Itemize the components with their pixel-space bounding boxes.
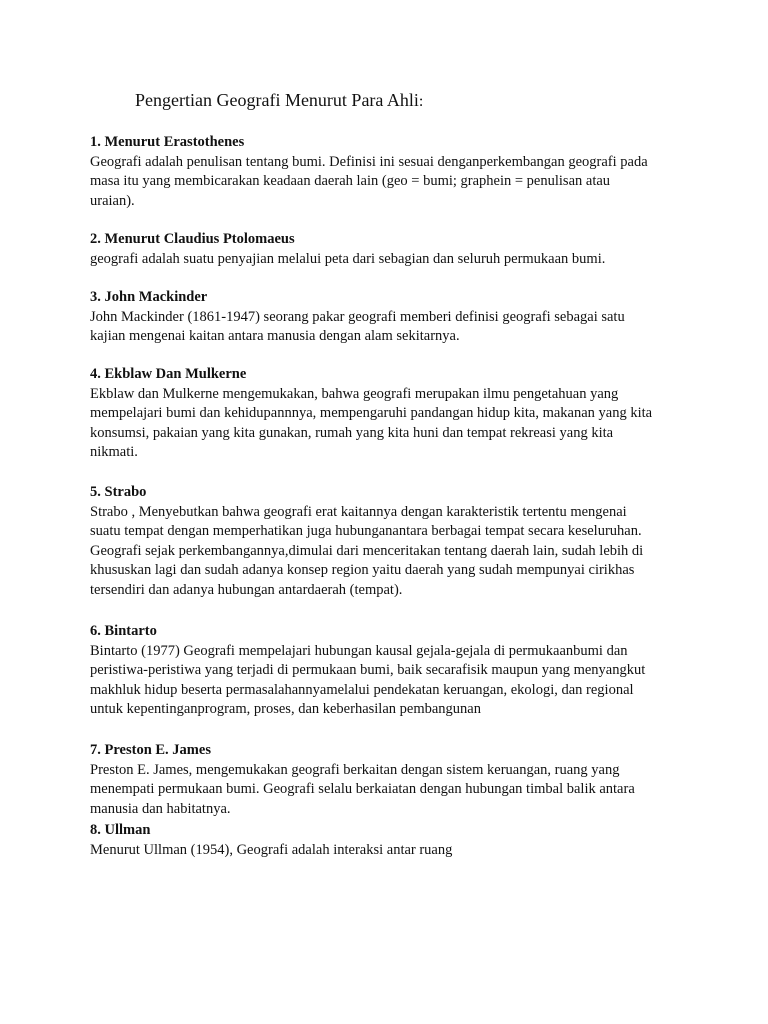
paragraph-line: manusia dan habitatnya. [90,800,231,817]
section-paragraph [90,153,690,212]
paragraph-line: Geografi adalah penulisan tentang bumi. Definisi ini sesuai denganperkembangan geografi pada [90,153,648,170]
section-paragraph [90,308,690,347]
paragraph-line: Geografi sejak perkembangannya,dimulai dari menceritakan tentang daerah lain, sudah lebih di [90,542,644,559]
paragraph-line: khususkan lagi dan sudah adanya konsep region yaitu daerah yang sudah mempunyai cirikhas [90,562,635,578]
paragraph-line: Strabo , Menyebutkan bahwa geografi erat kaitannya dengan karakteristik tertentu mengenai [90,503,627,520]
page-title-text: Pengertian Geografi Menurut Para Ahli [135,90,419,110]
paragraph-line: suatu tempat dengan memperhatikan juga hubunganantara berbagai tempat secara keseluruhan. [90,523,642,539]
paragraph-line: Bintarto (1977) Geografi mempelajari hubungan kausal gejala-gejala di permukaanbumi dan [90,642,628,659]
section-paragraph [90,385,690,463]
section-bintarto [90,622,690,720]
section-erastothenes [90,133,690,211]
paragraph-line: John Mackinder (1861-1947) seorang pakar geografi memberi definisi geografi sebagai satu [90,308,625,325]
paragraph-line: geografi adalah suatu penyajian melalui peta dari sebagian dan seluruh permukaan bumi. [90,250,606,267]
section-heading: 4. Ekblaw Dan Mulkerne [90,366,247,382]
paragraph-line: mempelajari bumi dan kehidupannnya, mempengaruhi pandangan hidup kita, makanan yang kita [90,405,653,421]
section-heading: 3. John Mackinder [90,289,208,305]
paragraph-line: Ekblaw dan Mulkerne mengemukakan, bahwa geografi merupakan ilmu pengetahuan yang [90,385,619,402]
paragraph-line: kajian mengenai kaitan antara manusia dengan alam sekitarnya. [90,328,460,344]
section-paragraph [90,642,690,720]
section-heading: 1. Menurut Erastothenes [90,134,245,150]
paragraph-line: konsumsi, pakaian yang kita gunakan, rumah yang kita huni dan tempat rekreasi yang kita [90,424,614,441]
section-heading: 5. Strabo [90,484,147,500]
paragraph-line: makhluk hidup beserta permasalahannyamelalui pendekatan keruangan, ekologi, dan regional [90,681,634,698]
section-ullman [90,821,690,860]
section-heading: 6. Bintarto [90,623,157,639]
section-ptolomaeus [90,230,690,269]
page-title-colon: : [418,93,424,110]
paragraph-line: masa itu yang membicarakan keadaan daerah lain (geo = bumi; graphein = penulisan atau [90,173,611,189]
paragraph-line: menempati permukaan bumi. Geografi selalu berkaiatan dengan hubungan timbal balik antara [90,781,635,797]
section-paragraph [90,503,690,601]
section-ekblaw-mulkerne [90,365,690,463]
section-preston-james [90,741,690,819]
paragraph-line: nikmati. [90,444,138,460]
section-mackinder [90,288,690,347]
paragraph-line: tersendiri dan adanya hubungan antardaerah (tempat). [90,581,403,598]
paragraph-line: uraian). [90,192,135,209]
section-paragraph [90,841,690,861]
section-paragraph [90,761,690,820]
section-heading: 7. Preston E. James [90,742,211,758]
page-title [135,89,423,113]
paragraph-line: untuk kepentinganprogram, proses, dan keberhasilan pembangunan [90,701,481,717]
paragraph-line: peristiwa-peristiwa yang terjadi di permukaan bumi, baik secarafisik maupun yang menyangkut [90,662,646,678]
section-heading: 8. Ullman [90,822,151,838]
section-paragraph [90,250,690,270]
section-strabo [90,483,690,600]
paragraph-line: Menurut Ullman (1954), Geografi adalah interaksi antar ruang [90,841,453,858]
paragraph-line: Preston E. James, mengemukakan geografi berkaitan dengan sistem keruangan, ruang yang [90,761,620,778]
section-heading: 2. Menurut Claudius Ptolomaeus [90,231,295,247]
